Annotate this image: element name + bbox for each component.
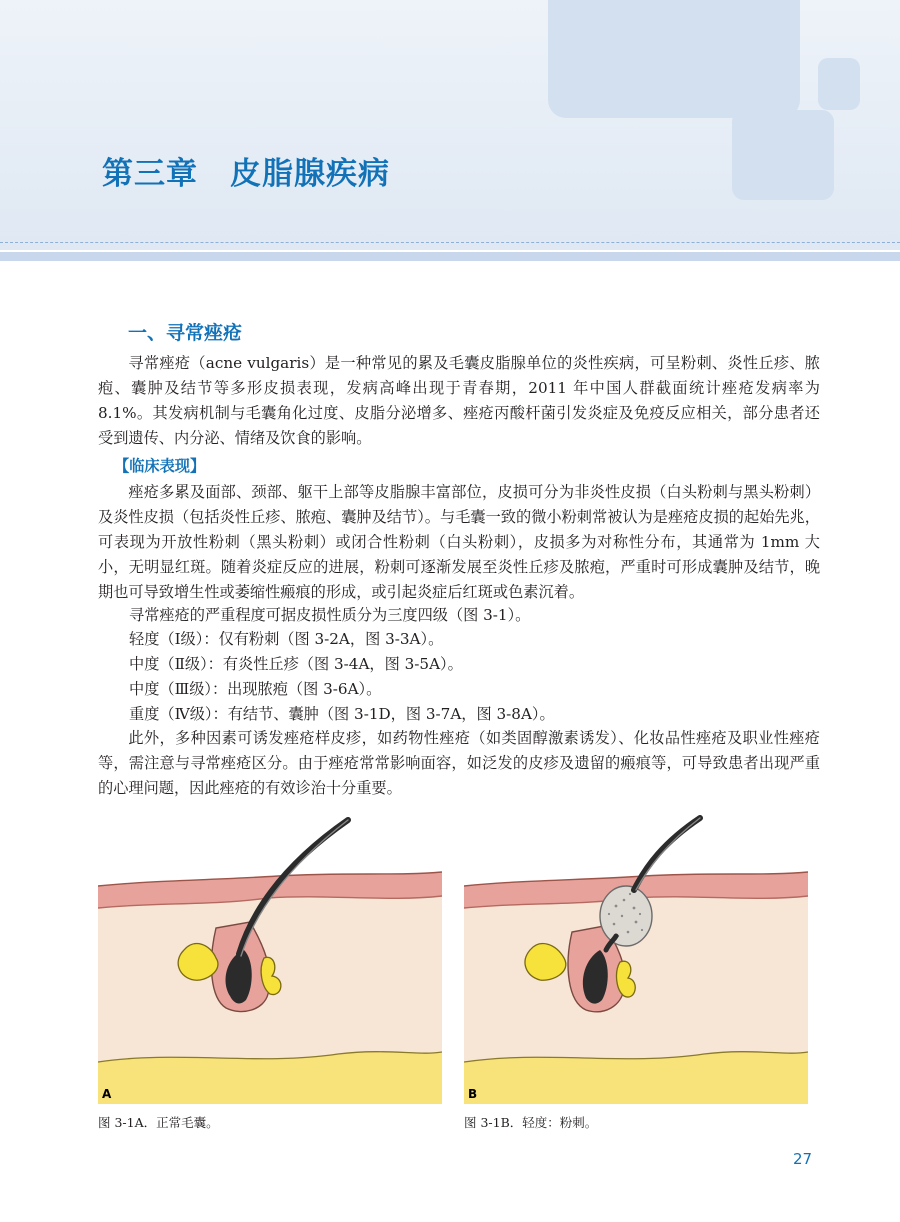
figure-b-label: B bbox=[468, 1087, 478, 1101]
clinical-heading: 【临床表现】 bbox=[114, 457, 206, 475]
grade-3: 中度（Ⅲ级）：出现脓疱（图 3-6A）。 bbox=[129, 680, 382, 698]
follicle-illustration-a bbox=[98, 810, 442, 1104]
figure-b-caption: 图 3-1B．轻度：粉刺。 bbox=[464, 1115, 598, 1130]
paragraph-intro: 寻常痤疮（acne vulgaris）是一种常见的累及毛囊皮脂腺单位的炎性疾病，可呈粉刺、炎性丘疹、脓疱、囊肿及结节等多形皮损表现，发病高峰出现于青春期，2011 年中国人群截面统计痤疮发病率为 8.1%。其发病机制与毛囊角化过度、皮脂分泌增多、痤疮丙酸杆菌引发炎症及免疫反应相关，部分患者还受到遗传、内分泌、情绪及饮食的影响。 bbox=[98, 354, 820, 447]
paragraph-outro: 此外，多种因素可诱发痤疮样皮疹，如药物性痤疮（如类固醇激素诱发）、化妆品性痤疮及职业性痤疮等，需注意与寻常痤疮区分。由于痤疮常常影响面容，如泛发的皮疹及遗留的瘢痕等，可导致患者出现严重的心理问题，因此痤疮的有效诊治十分重要。 bbox=[98, 729, 820, 797]
grade-4: 重度（Ⅳ级）：有结节、囊肿（图 3-1D，图 3-7A，图 3-8A）。 bbox=[129, 705, 555, 723]
section-title: 一、寻常痤疮 bbox=[128, 322, 243, 344]
page-number: 27 bbox=[793, 1150, 813, 1168]
severity-intro: 寻常痤疮的严重程度可据皮损性质分为三度四级（图 3-1）。 bbox=[129, 606, 531, 624]
header-decoration bbox=[0, 0, 900, 250]
chapter-label: 第三章 bbox=[102, 156, 198, 192]
header-bottom-strip bbox=[0, 252, 900, 261]
header-dashed-divider bbox=[0, 242, 900, 243]
chapter-title bbox=[102, 148, 390, 193]
paragraph-clinical: 痤疮多累及面部、颈部、躯干上部等皮脂腺丰富部位，皮损可分为非炎性皮损（白头粉刺与黑头粉刺）及炎性皮损（包括炎性丘疹、脓疱、囊肿及结节）。与毛囊一致的微小粉刺常被认为是痤疮皮损的起始先兆，可表现为开放性粉刺（黑头粉刺）或闭合性粉刺（白头粉刺），皮损多为对称性分布，其通常为 1mm 大小，无明显红斑。随着炎症反应的进展，粉刺可逐渐发展至炎性丘疹及脓疱，严重时可形成囊肿及结节，晚期也可导致增生性或萎缩性瘢痕的形成，或引起炎症后红斑或色素沉着。 bbox=[98, 483, 820, 601]
figure-a-caption: 图 3-1A．正常毛囊。 bbox=[98, 1115, 219, 1130]
figure-b-comedo bbox=[464, 810, 808, 1104]
grade-1: 轻度（Ⅰ级）：仅有粉刺（图 3-2A，图 3-3A）。 bbox=[129, 630, 444, 648]
figure-a-normal-follicle bbox=[98, 810, 442, 1104]
figure-a-label: A bbox=[102, 1087, 112, 1101]
grade-2: 中度（Ⅱ级）：有炎性丘疹（图 3-4A，图 3-5A）。 bbox=[129, 655, 463, 673]
follicle-illustration-b bbox=[464, 810, 808, 1104]
chapter-name: 皮脂腺疾病 bbox=[230, 156, 390, 192]
